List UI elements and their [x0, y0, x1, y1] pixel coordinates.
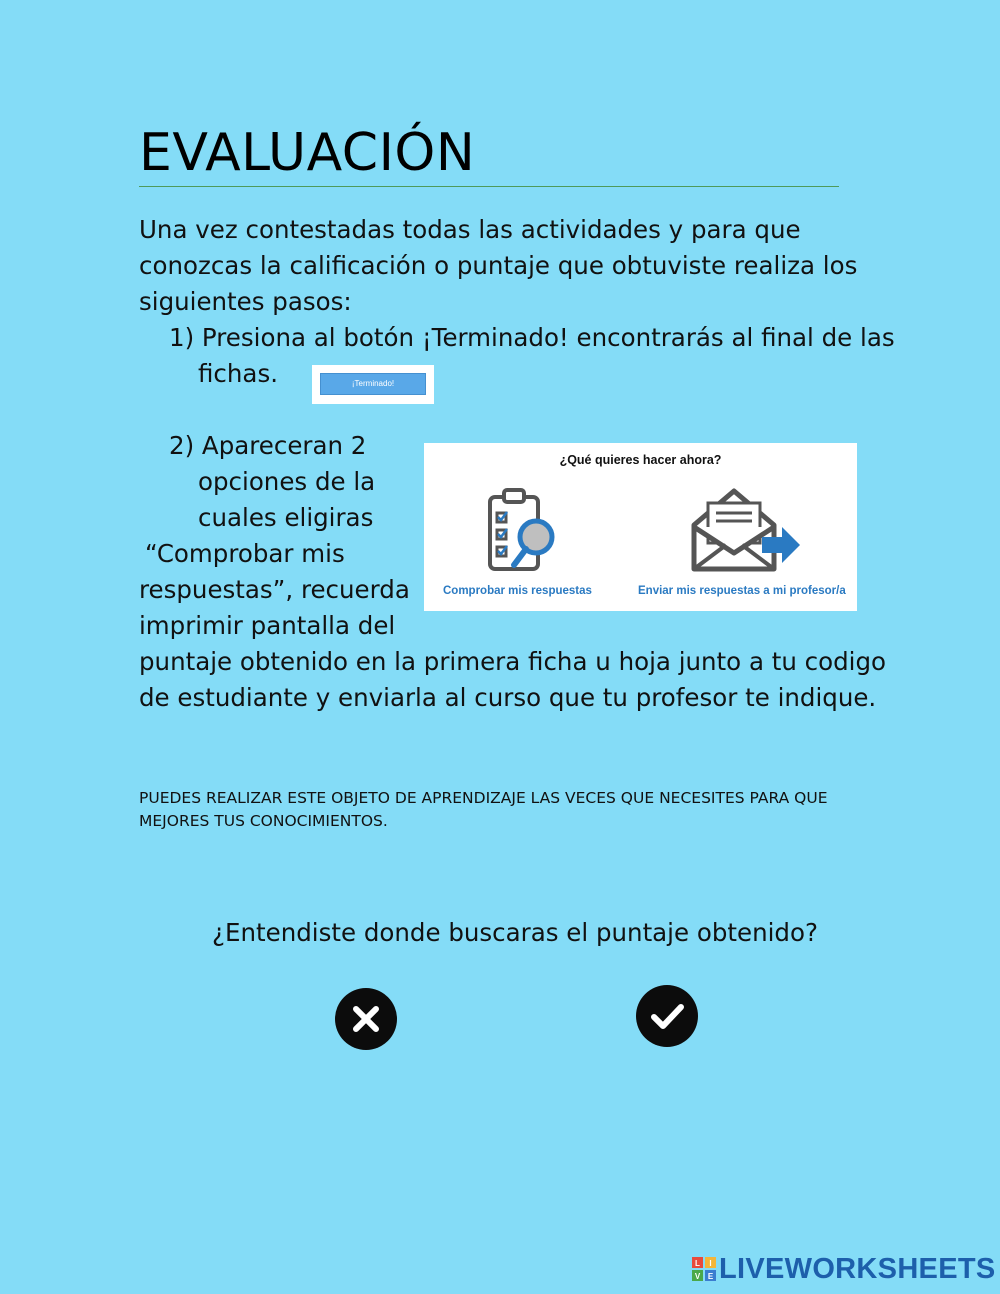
svg-text:V: V [694, 1272, 701, 1281]
svg-text:I: I [709, 1259, 712, 1268]
options-question: ¿Qué quieres hacer ahora? [559, 453, 722, 467]
close-icon [335, 988, 397, 1050]
intro-text: Una vez contestadas todas las actividades y para que conozcas la calificación o puntaje que obtuviste realiza los siguientes pasos: [139, 215, 858, 316]
finish-button-preview [312, 365, 434, 404]
envelope-arrow-icon [690, 487, 804, 573]
logo-cubes-icon [692, 1257, 716, 1281]
comprehension-question: ¿Entendiste donde buscaras el puntaje obtenido? [212, 918, 818, 947]
svg-text:L: L [695, 1259, 700, 1268]
step-2-text-line-2: opciones de la [198, 467, 376, 496]
step-2-text-line-4: “Comprobar mis [145, 539, 345, 568]
step-2-text-line-5: respuestas”, recuerda [139, 575, 410, 604]
step-1-text: 1) Presiona al botón ¡Terminado! encontrarás al final de las [169, 323, 895, 352]
svg-text:E: E [707, 1272, 714, 1281]
page-title: EVALUACIÓN [139, 123, 476, 183]
step-2-text-line-6: imprimir pantalla del [139, 611, 396, 640]
clipboard-magnifier-icon [486, 487, 558, 575]
step-2-text-line-1: 2) Apareceran 2 [169, 431, 367, 460]
finish-button-label: ¡Terminado! [320, 373, 426, 395]
notice-text: PUEDES REALIZAR ESTE OBJETO DE APRENDIZAJE LAS VECES QUE NECESITES PARA QUE MEJORES TUS CONOCIMIENTOS. [139, 789, 828, 830]
liveworksheets-logo [692, 1252, 996, 1286]
options-preview-card [424, 443, 857, 611]
logo-text: LIVEWORKSHEETS [719, 1252, 996, 1285]
step-2-text-line-3: cuales eligiras [198, 503, 374, 532]
no-answer-button[interactable] [335, 988, 397, 1050]
yes-answer-button[interactable] [636, 985, 698, 1047]
step-1-text-continued: fichas. [198, 359, 278, 388]
title-divider [139, 186, 839, 187]
check-answers-label: Comprobar mis respuestas [443, 585, 592, 597]
step-2-text-line-7: puntaje obtenido en la primera ficha u hoja junto a tu codigo de estudiante y enviarla al curso que tu profesor te indique. [139, 647, 887, 712]
check-icon [636, 985, 698, 1047]
send-answers-label: Enviar mis respuestas a mi profesor/a [638, 585, 846, 597]
